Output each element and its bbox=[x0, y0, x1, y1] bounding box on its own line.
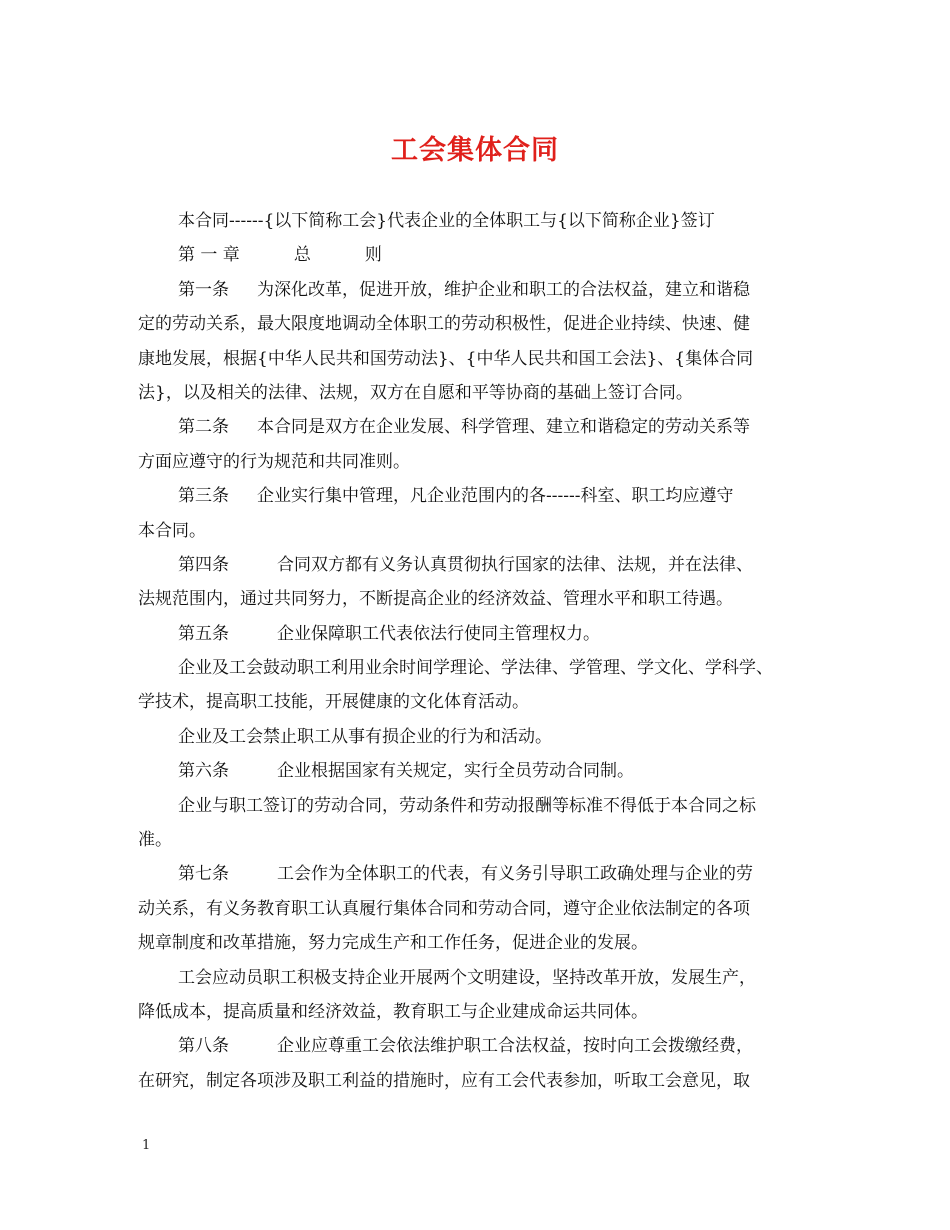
article-1-text: 为深化改革，促进开放，维护企业和职工的合法权益，建立和谐稳 bbox=[257, 279, 750, 300]
article-4-line bbox=[138, 548, 828, 582]
article-7-label: 第七条 bbox=[178, 864, 229, 885]
article-1-line: 法}，以及相关的法律、法规，双方在自愿和平等协商的基础上签订合同。 bbox=[138, 382, 693, 403]
article-7-line bbox=[138, 857, 828, 891]
article-2-line: 方面应遵守的行为规范和共同准则。 bbox=[138, 451, 410, 472]
article-5-line bbox=[138, 617, 828, 651]
article-3-label: 第三条 bbox=[178, 486, 229, 507]
article-1-label: 第一条 bbox=[178, 279, 229, 300]
article-3-line: 本合同。 bbox=[138, 520, 206, 541]
page-number: 1 bbox=[142, 1138, 151, 1153]
article-1-line bbox=[138, 273, 828, 307]
article-2-text: 本合同是双方在企业发展、科学管理、建立和谐稳定的劳动关系等 bbox=[257, 417, 750, 438]
article-6-line bbox=[138, 754, 828, 788]
article-3-line bbox=[138, 479, 828, 513]
article-7-paragraph: 降低成本，提高质量和经济效益，教育职工与企业建成命运共同体。 bbox=[138, 1001, 648, 1022]
article-7-line: 规章制度和改革措施，努力完成生产和工作任务，促进企业的发展。 bbox=[138, 933, 648, 954]
article-6-paragraph: 企业与职工签订的劳动合同，劳动条件和劳动报酬等标准不得低于本合同之标 bbox=[178, 795, 756, 816]
article-2-line bbox=[138, 410, 828, 444]
article-1-line: 定的劳动关系，最大限度地调动全体职工的劳动积极性，促进企业持续、快速、健 bbox=[138, 314, 750, 335]
article-5-label: 第五条 bbox=[178, 623, 229, 644]
article-5-paragraph: 学技术，提高职工技能，开展健康的文化体育活动。 bbox=[138, 692, 529, 713]
article-7-paragraph: 工会应动员职工积极支持企业开展两个文明建设，坚持改革开放，发展生产， bbox=[178, 967, 756, 988]
article-5-paragraph: 企业及工会禁止职工从事有损企业的行为和活动。 bbox=[178, 726, 552, 747]
article-8-line bbox=[138, 1029, 828, 1063]
chapter-heading bbox=[138, 238, 828, 272]
chapter-title-1: 总 bbox=[293, 245, 311, 266]
article-7-line: 动关系，有义务教育职工认真履行集体合同和劳动合同，遵守企业依法制定的各项 bbox=[138, 898, 750, 919]
article-5-text: 企业保障职工代表依法行使同主管理权力。 bbox=[277, 623, 600, 644]
article-8-text: 企业应尊重工会依法维护职工合法权益，按时向工会拨缴经费， bbox=[277, 1036, 753, 1057]
article-3-text: 企业实行集中管理，凡企业范围内的各------科室、职工均应遵守 bbox=[257, 486, 734, 507]
article-4-label: 第四条 bbox=[178, 554, 229, 575]
article-2-label: 第二条 bbox=[178, 417, 229, 438]
article-8-label: 第八条 bbox=[178, 1036, 229, 1057]
article-5-paragraph: 企业及工会鼓动职工利用业余时间学理论、学法律、学管理、学文化、学科学、 bbox=[178, 658, 773, 679]
article-4-text: 合同双方都有义务认真贯彻执行国家的法律、法规，并在法律、 bbox=[277, 554, 753, 575]
article-7-text: 工会作为全体职工的代表，有义务引导职工政确处理与企业的劳 bbox=[277, 864, 753, 885]
preamble: 本合同------{以下简称工会}代表企业的全体职工与{以下简称企业}签订 bbox=[178, 211, 715, 231]
article-1-line: 康地发展，根据{中华人民共和国劳动法}、{中华人民共和国工会法}、{集体合同 bbox=[138, 348, 754, 369]
article-6-label: 第六条 bbox=[178, 761, 229, 782]
chapter-number: 第 一 章 bbox=[178, 245, 240, 266]
article-4-line: 法规范围内，通过共同努力，不断提高企业的经济效益、管理水平和职工待遇。 bbox=[138, 589, 733, 610]
article-6-text: 企业根据国家有关规定，实行全员劳动合同制。 bbox=[277, 761, 634, 782]
article-6-paragraph: 准。 bbox=[138, 830, 172, 851]
document-title: 工会集体合同 bbox=[391, 135, 559, 166]
article-8-line: 在研究，制定各项涉及职工利益的措施时，应有工会代表参加，听取工会意见，取 bbox=[138, 1070, 750, 1091]
chapter-title-2: 则 bbox=[364, 245, 382, 266]
document-body bbox=[138, 204, 828, 1098]
